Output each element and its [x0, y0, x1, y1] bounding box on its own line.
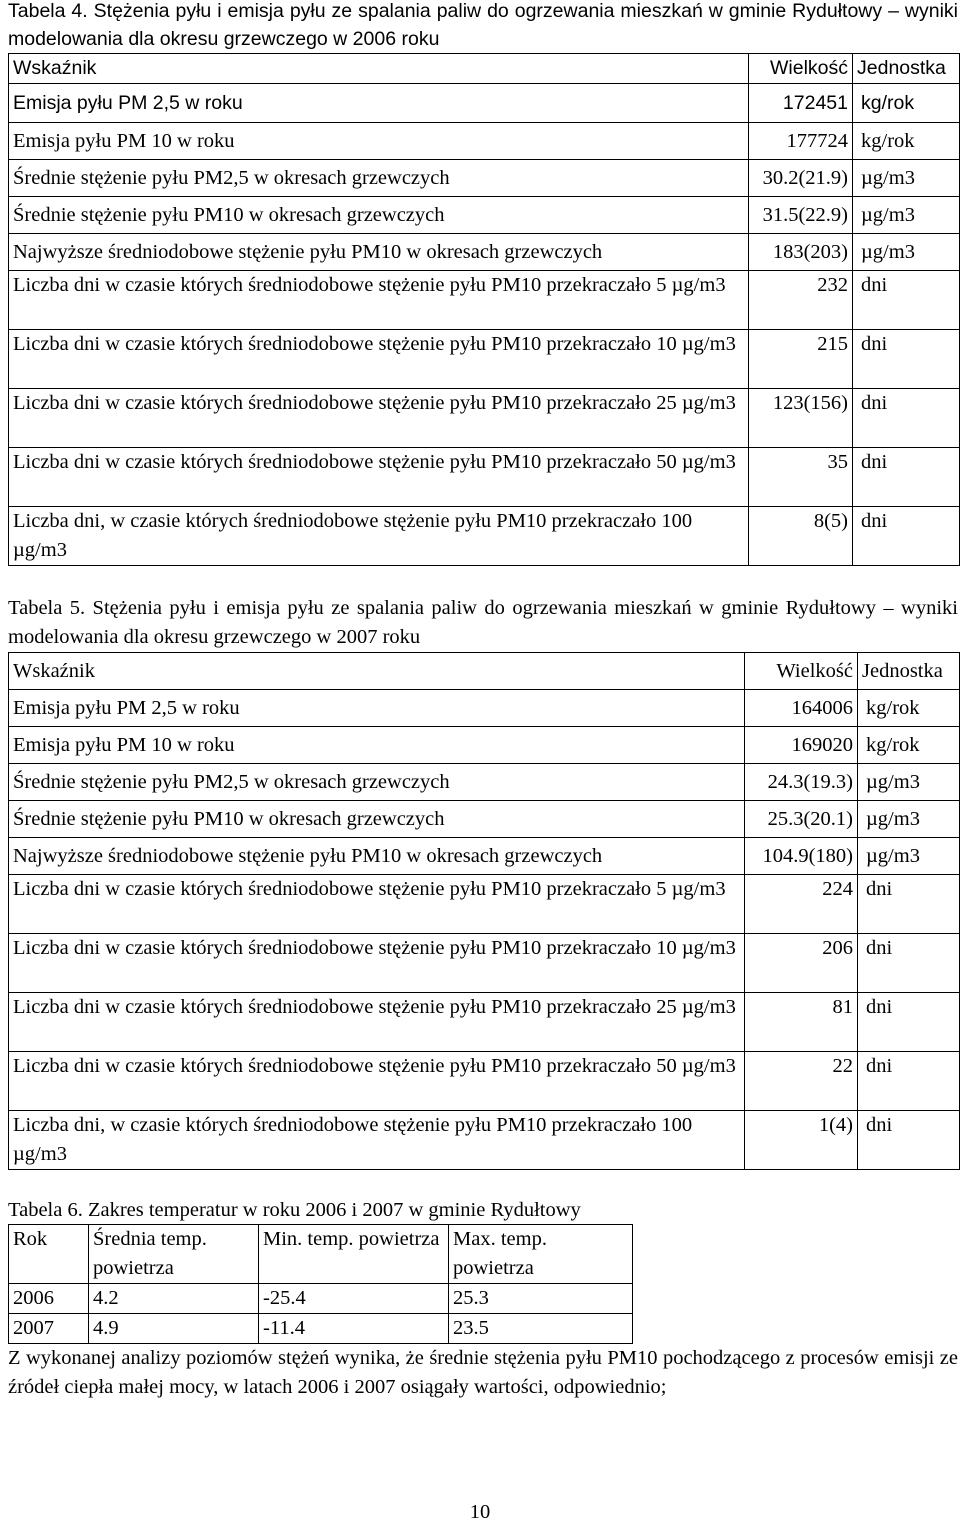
row-label: Emisja pyłu PM 2,5 w roku	[9, 690, 745, 727]
row-label: Emisja pyłu PM 10 w roku	[9, 727, 745, 764]
row-value: 104.9(180)	[745, 838, 858, 875]
table5-header-value: Wielkość	[745, 653, 858, 690]
row-unit: dni	[858, 1052, 960, 1111]
row-label: Średnie stężenie pyłu PM10 w okresach grzewczych	[9, 801, 745, 838]
row-value: 123(156)	[749, 389, 853, 448]
table-row	[9, 993, 960, 1052]
year-cell: 2007	[9, 1314, 89, 1344]
row-unit: dni	[853, 271, 960, 330]
document-page	[8, 0, 958, 1402]
row-unit: µg/m3	[853, 197, 960, 234]
min-temp-cell: -11.4	[259, 1314, 449, 1344]
table-row	[9, 1052, 960, 1111]
row-label: Liczba dni w czasie których średniodobowe stężenie pyłu PM10 przekraczało 25 µg/m3	[9, 993, 745, 1052]
table4-header-value: Wielkość	[749, 54, 853, 84]
max-temp-cell: 23.5	[449, 1314, 633, 1344]
row-value: 164006	[745, 690, 858, 727]
row-unit: dni	[853, 507, 960, 566]
row-label: Liczba dni w czasie których średniodobowe stężenie pyłu PM10 przekraczało 25 µg/m3	[9, 389, 749, 448]
avg-temp-cell: 4.9	[89, 1314, 259, 1344]
row-label: Liczba dni w czasie których średniodobowe stężenie pyłu PM10 przekraczało 10 µg/m3	[9, 934, 745, 993]
row-label: Średnie stężenie pyłu PM2,5 w okresach grzewczych	[9, 160, 749, 197]
table-row	[9, 875, 960, 934]
row-unit: µg/m3	[858, 764, 960, 801]
row-value: 1(4)	[745, 1111, 858, 1170]
row-label: Najwyższe średniodobowe stężenie pyłu PM10 w okresach grzewczych	[9, 838, 745, 875]
table6-caption: Tabela 6. Zakres temperatur w roku 2006 i 2007 w gminie Rydułtowy	[8, 1199, 581, 1221]
row-unit: kg/rok	[853, 84, 960, 123]
row-value: 206	[745, 934, 858, 993]
table-row	[9, 330, 960, 389]
table-row	[9, 1314, 633, 1344]
row-value: 25.3(20.1)	[745, 801, 858, 838]
row-unit: µg/m3	[853, 160, 960, 197]
table-row	[9, 690, 960, 727]
table4-header-indicator: Wskaźnik	[9, 54, 749, 84]
year-cell: 2006	[9, 1284, 89, 1314]
table-row	[9, 197, 960, 234]
conclusion-paragraph: Z wykonanej analizy poziomów stężeń wynika, że średnie stężenia pyłu PM10 pochodzącego z procesów emisji ze źródeł ciepła małej mocy, w latach 2006 i 2007 osiągały wartości, odpowiednio;	[8, 1347, 958, 1398]
table6	[8, 1224, 633, 1344]
row-unit: µg/m3	[853, 234, 960, 271]
table-row	[9, 271, 960, 330]
table-row	[9, 234, 960, 271]
table-row	[9, 448, 960, 507]
table-row	[9, 389, 960, 448]
table4	[8, 53, 960, 566]
row-value: 169020	[745, 727, 858, 764]
table-row	[9, 801, 960, 838]
row-unit: dni	[853, 448, 960, 507]
row-unit: dni	[853, 330, 960, 389]
table5-header-row	[9, 653, 960, 690]
table-row	[9, 123, 960, 160]
table4-header-unit: Jednostka	[853, 54, 960, 84]
table5-caption: Tabela 5. Stężenia pyłu i emisja pyłu ze spalania paliw do ogrzewania mieszkań w gminie Rydułtowy – wyniki modelowania dla okresu grzewczego w 2007 roku	[8, 597, 958, 648]
row-value: 224	[745, 875, 858, 934]
table-row	[9, 84, 960, 123]
row-value: 172451	[749, 84, 853, 123]
row-unit: kg/rok	[853, 123, 960, 160]
row-value: 232	[749, 271, 853, 330]
row-unit: dni	[858, 993, 960, 1052]
row-value: 31.5(22.9)	[749, 197, 853, 234]
table-row	[9, 764, 960, 801]
table5-header-indicator: Wskaźnik	[9, 653, 745, 690]
table-row	[9, 1111, 960, 1170]
table6-header-avg-temp: Średnia temp. powietrza	[89, 1225, 259, 1284]
table6-header-min-temp: Min. temp. powietrza	[259, 1225, 449, 1284]
row-unit: dni	[853, 389, 960, 448]
row-value: 81	[745, 993, 858, 1052]
row-label: Emisja pyłu PM 10 w roku	[9, 123, 749, 160]
row-label: Liczba dni w czasie których średniodobowe stężenie pyłu PM10 przekraczało 5 µg/m3	[9, 875, 745, 934]
row-value: 183(203)	[749, 234, 853, 271]
row-label: Liczba dni, w czasie których średniodobowe stężenie pyłu PM10 przekraczało 100 µg/m3	[9, 507, 749, 566]
row-unit: dni	[858, 934, 960, 993]
row-value: 177724	[749, 123, 853, 160]
table6-header-max-temp: Max. temp. powietrza	[449, 1225, 633, 1284]
max-temp-cell: 25.3	[449, 1284, 633, 1314]
row-value: 30.2(21.9)	[749, 160, 853, 197]
row-label: Emisja pyłu PM 2,5 w roku	[9, 84, 749, 123]
min-temp-cell: -25.4	[259, 1284, 449, 1314]
table5-header-unit: Jednostka	[858, 653, 960, 690]
row-unit: kg/rok	[858, 727, 960, 764]
table-row	[9, 507, 960, 566]
table6-header-year: Rok	[9, 1225, 89, 1284]
table5	[8, 652, 960, 1170]
row-label: Średnie stężenie pyłu PM10 w okresach grzewczych	[9, 197, 749, 234]
table-row	[9, 934, 960, 993]
table6-header-row	[9, 1225, 633, 1284]
row-value: 35	[749, 448, 853, 507]
row-value: 22	[745, 1052, 858, 1111]
row-value: 8(5)	[749, 507, 853, 566]
table4-header-row	[9, 54, 960, 84]
row-label: Średnie stężenie pyłu PM2,5 w okresach grzewczych	[9, 764, 745, 801]
row-unit: dni	[858, 1111, 960, 1170]
row-unit: µg/m3	[858, 838, 960, 875]
row-label: Najwyższe średniodobowe stężenie pyłu PM10 w okresach grzewczych	[9, 234, 749, 271]
row-label: Liczba dni w czasie których średniodobowe stężenie pyłu PM10 przekraczało 50 µg/m3	[9, 448, 749, 507]
row-label: Liczba dni w czasie których średniodobowe stężenie pyłu PM10 przekraczało 50 µg/m3	[9, 1052, 745, 1111]
row-label: Liczba dni w czasie których średniodobowe stężenie pyłu PM10 przekraczało 5 µg/m3	[9, 271, 749, 330]
table-row	[9, 838, 960, 875]
row-value: 215	[749, 330, 853, 389]
table-row	[9, 727, 960, 764]
row-unit: µg/m3	[858, 801, 960, 838]
row-value: 24.3(19.3)	[745, 764, 858, 801]
avg-temp-cell: 4.2	[89, 1284, 259, 1314]
row-label: Liczba dni, w czasie których średniodobowe stężenie pyłu PM10 przekraczało 100 µg/m3	[9, 1111, 745, 1170]
table-row	[9, 1284, 633, 1314]
row-unit: kg/rok	[858, 690, 960, 727]
table-row	[9, 160, 960, 197]
row-label: Liczba dni w czasie których średniodobowe stężenie pyłu PM10 przekraczało 10 µg/m3	[9, 330, 749, 389]
page-number: 10	[469, 1501, 491, 1523]
row-unit: dni	[858, 875, 960, 934]
table4-caption: Tabela 4. Stężenia pyłu i emisja pyłu ze spalania paliw do ogrzewania mieszkań w gminie Rydułtowy – wyniki modelowania dla okresu grzewczego w 2006 roku	[8, 0, 958, 50]
